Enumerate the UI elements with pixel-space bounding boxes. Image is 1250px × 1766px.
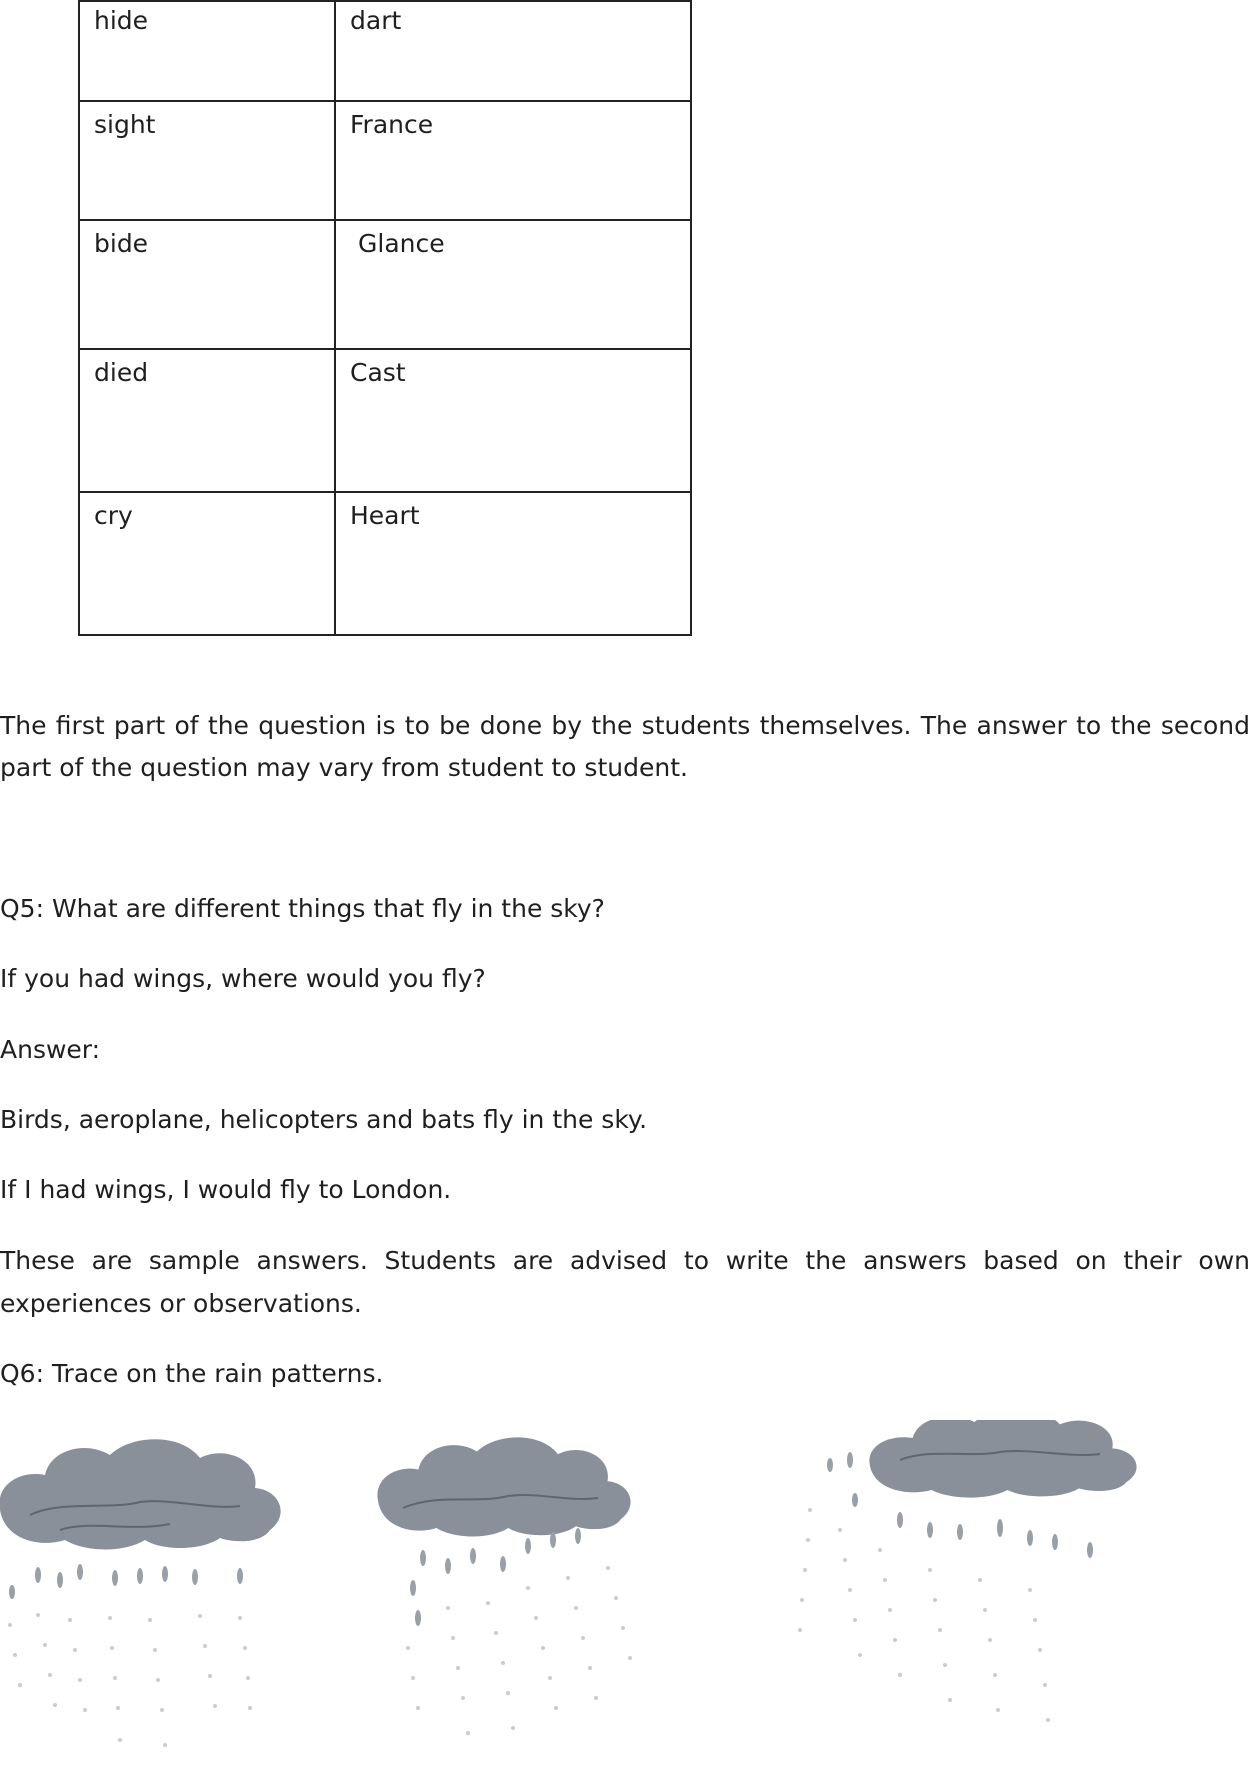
table-cell: hide xyxy=(79,1,335,101)
table-cell: died xyxy=(79,349,335,492)
table-row xyxy=(79,1,691,101)
q5-question: Q5: What are different things that fly in the sky? xyxy=(0,894,605,923)
answer-label: Answer: xyxy=(0,1035,101,1064)
q5-question-part2: If you had wings, where would you fly? xyxy=(0,964,486,993)
table-cell: cry xyxy=(79,492,335,635)
table-row xyxy=(79,492,691,635)
sample-note-line-1: These are sample answers. Students are advised to write the answers based on their own xyxy=(0,1246,1250,1275)
rhyme-table xyxy=(78,0,692,636)
answer-line-2: If I had wings, I would fly to London. xyxy=(0,1175,452,1204)
table-cell: Glance xyxy=(335,220,691,349)
table-cell: France xyxy=(335,101,691,220)
rain-cloud-icon xyxy=(798,1420,1137,1722)
table-row xyxy=(79,349,691,492)
table-row xyxy=(79,101,691,220)
note-line-2: part of the question may vary from student to student. xyxy=(0,753,688,782)
answer-line-1: Birds, aeroplane, helicopters and bats fly in the sky. xyxy=(0,1105,648,1134)
rain-cloud-icon xyxy=(377,1437,632,1735)
table-cell: sight xyxy=(79,101,335,220)
table-cell: Heart xyxy=(335,492,691,635)
q6-question: Q6: Trace on the rain patterns. xyxy=(0,1359,384,1388)
table-row xyxy=(79,220,691,349)
table-cell: dart xyxy=(335,1,691,101)
table-cell: Cast xyxy=(335,349,691,492)
table-cell: bide xyxy=(79,220,335,349)
sample-note-line-2: experiences or observations. xyxy=(0,1289,362,1318)
note-line-1: The first part of the question is to be done by the students themselves. The answer to the second xyxy=(0,711,1250,740)
rain-cloud-icon xyxy=(0,1439,281,1747)
rain-pattern-illustrations xyxy=(0,1420,1250,1766)
